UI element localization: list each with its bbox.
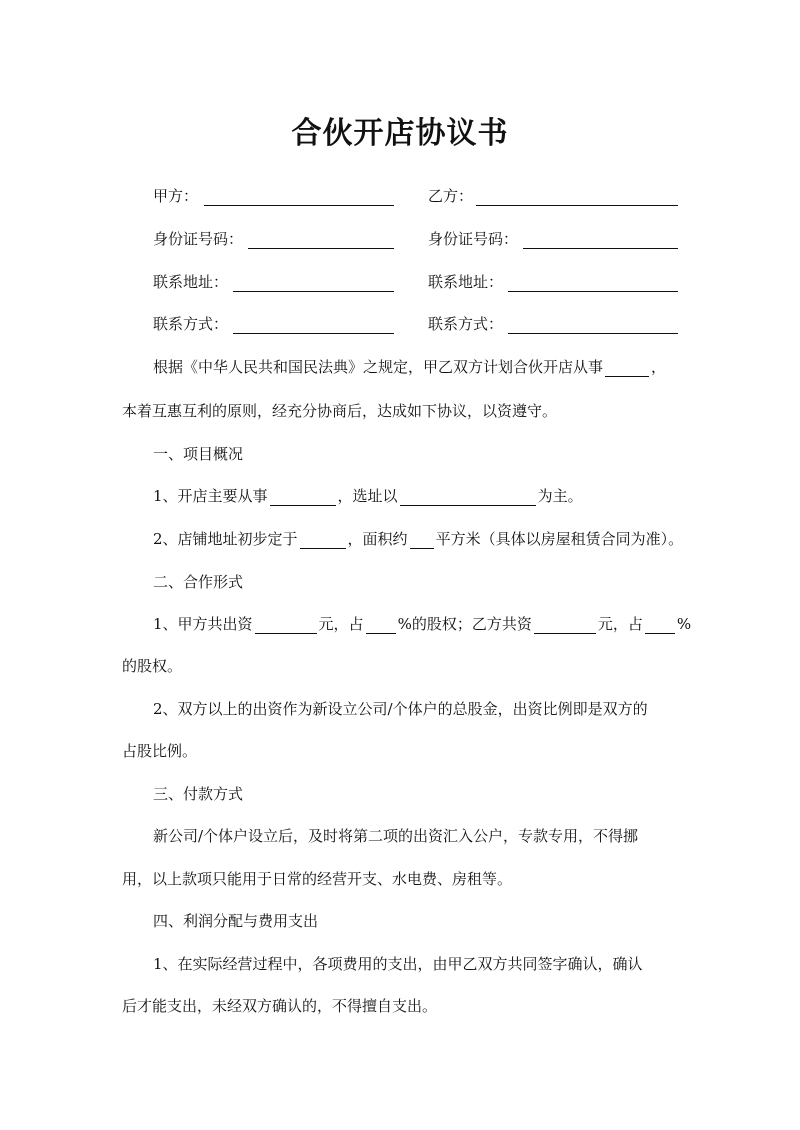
party-a-id-blank[interactable] (248, 248, 394, 249)
sec1-item1-text-a: 1、开店主要从事 (153, 487, 268, 505)
section-2-heading: 二、合作形式 (153, 573, 244, 591)
business-scope-blank[interactable] (605, 360, 649, 377)
sec1-item2-text-a: 2、店铺地址初步定于 (153, 530, 298, 548)
intro-line-1 (153, 357, 666, 377)
sec2-item1-text-e: % (676, 615, 692, 633)
party-b-id-label: 身份证号码： (428, 230, 519, 248)
party-b-contact-label: 联系方式： (428, 315, 504, 333)
section-4-line-1: 1、在实际经营过程中，各项费用的支出，由甲乙双方共同签字确认，确认 (153, 955, 643, 973)
party-b-address-blank[interactable] (508, 291, 678, 292)
sec1-item2-text-b: ，面积约 (347, 530, 408, 548)
party-a-capital-blank[interactable] (255, 617, 317, 634)
sec2-item1-text-b: 元，占 (318, 615, 364, 633)
section-1-heading: 一、项目概况 (153, 445, 244, 463)
party-b-contact-blank[interactable] (508, 333, 678, 334)
intro-line-2: 本着互惠互利的原则，经充分协商后，达成如下协议，以资遵守。 (122, 402, 558, 420)
section-1-item-1 (153, 486, 583, 506)
document-title: 合伙开店协议书 (291, 116, 509, 151)
intro-comma: ， (651, 358, 667, 376)
section-3-heading: 三、付款方式 (153, 785, 244, 803)
sec2-item1-text-c: %的股权；乙方共资 (397, 615, 532, 633)
section-3-line-1: 新公司/个体户设立后，及时将第二项的出资汇入公户，专款专用，不得挪 (153, 827, 639, 845)
party-b-label: 乙方： (428, 187, 474, 205)
section-4-heading: 四、利润分配与费用支出 (153, 912, 319, 930)
area-blank[interactable] (410, 532, 434, 549)
sec1-item1-text-b: ，选址以 (337, 487, 398, 505)
party-b-id-blank[interactable] (523, 248, 678, 249)
party-a-blank[interactable] (204, 205, 394, 206)
sec2-item1-text-a: 1、甲方共出资 (153, 615, 253, 633)
section-2-item-2-line-2: 占股比例。 (122, 742, 198, 760)
section-1-item-2 (153, 529, 683, 549)
section-2-item-1 (153, 614, 691, 634)
party-a-label: 甲方： (153, 187, 199, 205)
section-4-line-2: 后才能支出，未经双方确认的，不得擅自支出。 (122, 997, 438, 1015)
party-a-contact-label: 联系方式： (153, 315, 229, 333)
party-a-address-blank[interactable] (233, 291, 394, 292)
party-a-contact-blank[interactable] (233, 333, 394, 334)
main-business-blank[interactable] (270, 489, 336, 506)
sec1-item1-text-c: 为主。 (537, 487, 583, 505)
section-2-item-1-line-2: 的股权。 (122, 657, 183, 675)
site-selection-blank[interactable] (400, 489, 536, 506)
party-b-blank[interactable] (476, 205, 678, 206)
party-a-share-blank[interactable] (366, 617, 396, 634)
shop-address-blank[interactable] (300, 532, 346, 549)
party-b-address-label: 联系地址： (428, 273, 504, 291)
party-b-capital-blank[interactable] (534, 617, 596, 634)
section-3-line-2: 用，以上款项只能用于日常的经营开支、水电费、房租等。 (122, 870, 513, 888)
intro-text-1: 根据《中华人民共和国民法典》之规定，甲乙双方计划合伙开店从事 (153, 358, 604, 376)
section-2-item-2-line-1: 2、双方以上的出资作为新设立公司/个体户的总股金，出资比例即是双方的 (153, 700, 648, 718)
party-a-address-label: 联系地址： (153, 273, 229, 291)
party-a-id-label: 身份证号码： (153, 230, 244, 248)
sec1-item2-text-c: 平方米（具体以房屋租赁合同为准）。 (435, 530, 684, 548)
party-b-share-blank[interactable] (645, 617, 675, 634)
sec2-item1-text-d: 元，占 (597, 615, 643, 633)
